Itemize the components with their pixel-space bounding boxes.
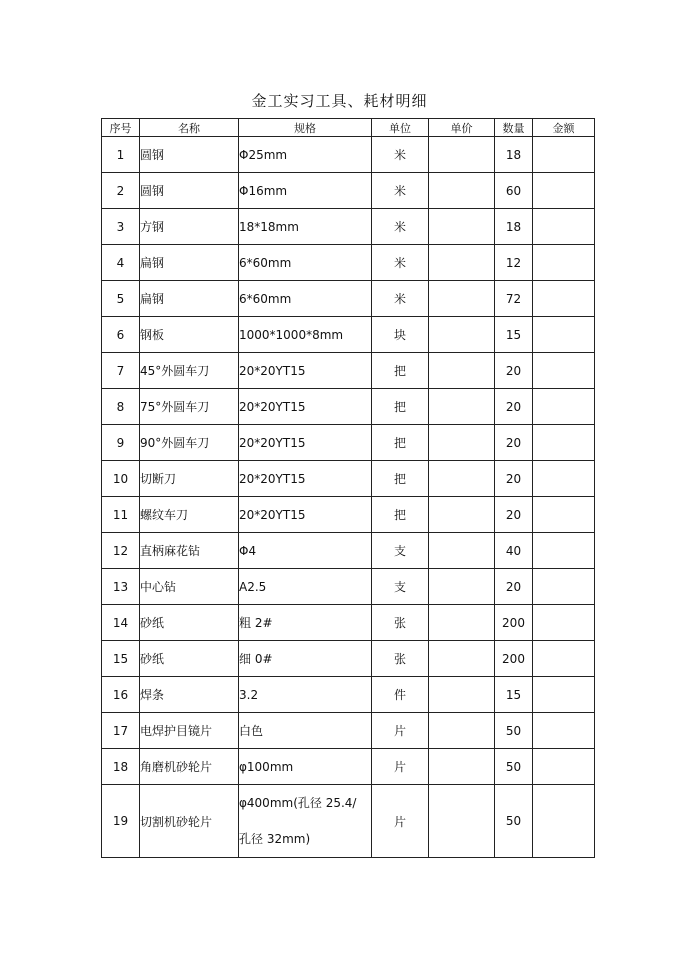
cell-spec: 白色 bbox=[239, 713, 372, 749]
cell-amount bbox=[533, 605, 595, 641]
cell-name: 螺纹车刀 bbox=[140, 497, 239, 533]
cell-index: 1 bbox=[102, 137, 140, 173]
table-row bbox=[102, 569, 595, 605]
cell-quantity: 18 bbox=[495, 209, 533, 245]
cell-quantity: 20 bbox=[495, 569, 533, 605]
table-row bbox=[102, 461, 595, 497]
cell-unit-price bbox=[429, 353, 495, 389]
cell-name: 切断刀 bbox=[140, 461, 239, 497]
cell-name: 砂纸 bbox=[140, 641, 239, 677]
cell-name: 直柄麻花钻 bbox=[140, 533, 239, 569]
cell-name: 砂纸 bbox=[140, 605, 239, 641]
cell-spec: Φ25mm bbox=[239, 137, 372, 173]
cell-quantity: 18 bbox=[495, 137, 533, 173]
cell-quantity: 72 bbox=[495, 281, 533, 317]
table-row bbox=[102, 317, 595, 353]
cell-spec: 20*20YT15 bbox=[239, 461, 372, 497]
cell-quantity: 50 bbox=[495, 713, 533, 749]
cell-spec: 粗 2# bbox=[239, 605, 372, 641]
cell-amount bbox=[533, 641, 595, 677]
cell-name: 75°外圆车刀 bbox=[140, 389, 239, 425]
cell-unit-price bbox=[429, 245, 495, 281]
cell-unit: 米 bbox=[372, 209, 429, 245]
cell-index: 18 bbox=[102, 749, 140, 785]
cell-quantity: 12 bbox=[495, 245, 533, 281]
header-unit: 单位 bbox=[372, 119, 429, 137]
cell-spec: 3.2 bbox=[239, 677, 372, 713]
cell-quantity: 20 bbox=[495, 497, 533, 533]
table-row bbox=[102, 173, 595, 209]
spec-line-2: 孔径 32mm) bbox=[239, 832, 311, 846]
cell-unit-price bbox=[429, 389, 495, 425]
table-row bbox=[102, 425, 595, 461]
cell-amount bbox=[533, 713, 595, 749]
cell-spec: A2.5 bbox=[239, 569, 372, 605]
table-row bbox=[102, 389, 595, 425]
header-index: 序号 bbox=[102, 119, 140, 137]
cell-amount bbox=[533, 209, 595, 245]
cell-spec: 6*60mm bbox=[239, 245, 372, 281]
cell-name: 中心钻 bbox=[140, 569, 239, 605]
cell-amount bbox=[533, 317, 595, 353]
cell-unit: 片 bbox=[372, 785, 429, 858]
cell-index: 6 bbox=[102, 317, 140, 353]
cell-unit: 把 bbox=[372, 389, 429, 425]
materials-table bbox=[101, 118, 595, 858]
cell-name: 扁钢 bbox=[140, 245, 239, 281]
cell-unit: 米 bbox=[372, 245, 429, 281]
table-row bbox=[102, 497, 595, 533]
cell-unit: 片 bbox=[372, 713, 429, 749]
cell-index: 11 bbox=[102, 497, 140, 533]
cell-quantity: 20 bbox=[495, 353, 533, 389]
header-spec: 规格 bbox=[239, 119, 372, 137]
cell-unit-price bbox=[429, 317, 495, 353]
table-row bbox=[102, 713, 595, 749]
cell-amount bbox=[533, 533, 595, 569]
cell-spec: 18*18mm bbox=[239, 209, 372, 245]
cell-index: 13 bbox=[102, 569, 140, 605]
cell-amount bbox=[533, 749, 595, 785]
table-row bbox=[102, 353, 595, 389]
cell-unit-price bbox=[429, 677, 495, 713]
cell-spec: φ100mm bbox=[239, 749, 372, 785]
cell-spec: Φ16mm bbox=[239, 173, 372, 209]
cell-index: 9 bbox=[102, 425, 140, 461]
cell-unit: 件 bbox=[372, 677, 429, 713]
cell-index: 17 bbox=[102, 713, 140, 749]
cell-name: 角磨机砂轮片 bbox=[140, 749, 239, 785]
cell-spec bbox=[239, 785, 372, 858]
table-row bbox=[102, 281, 595, 317]
cell-quantity: 40 bbox=[495, 533, 533, 569]
cell-spec: Φ4 bbox=[239, 533, 372, 569]
cell-unit-price bbox=[429, 641, 495, 677]
cell-quantity: 20 bbox=[495, 389, 533, 425]
cell-spec: 20*20YT15 bbox=[239, 497, 372, 533]
cell-unit: 米 bbox=[372, 173, 429, 209]
cell-name: 45°外圆车刀 bbox=[140, 353, 239, 389]
cell-amount bbox=[533, 173, 595, 209]
cell-amount bbox=[533, 389, 595, 425]
cell-quantity: 60 bbox=[495, 173, 533, 209]
cell-unit: 米 bbox=[372, 281, 429, 317]
cell-quantity: 200 bbox=[495, 605, 533, 641]
page-title: 金工实习工具、耗材明细 bbox=[251, 92, 428, 110]
cell-amount bbox=[533, 425, 595, 461]
cell-name: 扁钢 bbox=[140, 281, 239, 317]
cell-unit-price bbox=[429, 209, 495, 245]
cell-index: 3 bbox=[102, 209, 140, 245]
cell-unit: 米 bbox=[372, 137, 429, 173]
table-row bbox=[102, 245, 595, 281]
cell-spec: 20*20YT15 bbox=[239, 425, 372, 461]
cell-spec: 1000*1000*8mm bbox=[239, 317, 372, 353]
cell-unit-price bbox=[429, 461, 495, 497]
cell-amount bbox=[533, 353, 595, 389]
cell-unit: 把 bbox=[372, 497, 429, 533]
cell-name: 90°外圆车刀 bbox=[140, 425, 239, 461]
cell-unit: 支 bbox=[372, 533, 429, 569]
cell-unit-price bbox=[429, 605, 495, 641]
table-row bbox=[102, 137, 595, 173]
cell-unit-price bbox=[429, 749, 495, 785]
cell-amount bbox=[533, 497, 595, 533]
cell-amount bbox=[533, 569, 595, 605]
header-unit-price: 单价 bbox=[429, 119, 495, 137]
cell-amount bbox=[533, 281, 595, 317]
cell-unit: 把 bbox=[372, 461, 429, 497]
cell-quantity: 50 bbox=[495, 749, 533, 785]
cell-index: 10 bbox=[102, 461, 140, 497]
table-row bbox=[102, 677, 595, 713]
table-row bbox=[102, 533, 595, 569]
cell-quantity: 15 bbox=[495, 677, 533, 713]
cell-unit-price bbox=[429, 569, 495, 605]
cell-spec: 20*20YT15 bbox=[239, 353, 372, 389]
cell-quantity: 50 bbox=[495, 785, 533, 858]
cell-index: 19 bbox=[102, 785, 140, 858]
cell-unit-price bbox=[429, 137, 495, 173]
cell-name: 焊条 bbox=[140, 677, 239, 713]
cell-amount bbox=[533, 677, 595, 713]
cell-name: 电焊护目镜片 bbox=[140, 713, 239, 749]
cell-index: 15 bbox=[102, 641, 140, 677]
cell-index: 16 bbox=[102, 677, 140, 713]
cell-spec: 20*20YT15 bbox=[239, 389, 372, 425]
cell-unit-price bbox=[429, 281, 495, 317]
cell-amount bbox=[533, 461, 595, 497]
cell-unit: 片 bbox=[372, 749, 429, 785]
table-row bbox=[102, 605, 595, 641]
cell-quantity: 15 bbox=[495, 317, 533, 353]
cell-quantity: 200 bbox=[495, 641, 533, 677]
cell-quantity: 20 bbox=[495, 461, 533, 497]
cell-amount bbox=[533, 245, 595, 281]
header-quantity: 数量 bbox=[495, 119, 533, 137]
cell-unit-price bbox=[429, 173, 495, 209]
cell-index: 4 bbox=[102, 245, 140, 281]
spec-line-1: φ400mm(孔径 25.4/ bbox=[239, 796, 357, 810]
cell-unit-price bbox=[429, 713, 495, 749]
cell-index: 14 bbox=[102, 605, 140, 641]
cell-unit: 块 bbox=[372, 317, 429, 353]
cell-unit: 支 bbox=[372, 569, 429, 605]
cell-unit-price bbox=[429, 785, 495, 858]
header-name: 名称 bbox=[140, 119, 239, 137]
cell-unit: 张 bbox=[372, 641, 429, 677]
cell-unit-price bbox=[429, 497, 495, 533]
cell-amount bbox=[533, 137, 595, 173]
table-header-row bbox=[102, 119, 595, 137]
cell-index: 5 bbox=[102, 281, 140, 317]
cell-index: 8 bbox=[102, 389, 140, 425]
cell-index: 7 bbox=[102, 353, 140, 389]
cell-index: 2 bbox=[102, 173, 140, 209]
cell-name: 切割机砂轮片 bbox=[140, 785, 239, 858]
cell-name: 方钢 bbox=[140, 209, 239, 245]
cell-unit-price bbox=[429, 533, 495, 569]
cell-quantity: 20 bbox=[495, 425, 533, 461]
cell-unit: 把 bbox=[372, 353, 429, 389]
cell-unit: 张 bbox=[372, 605, 429, 641]
cell-amount bbox=[533, 785, 595, 858]
cell-index: 12 bbox=[102, 533, 140, 569]
table-row bbox=[102, 785, 595, 858]
header-amount: 金额 bbox=[533, 119, 595, 137]
cell-name: 钢板 bbox=[140, 317, 239, 353]
cell-name: 圆钢 bbox=[140, 173, 239, 209]
table-row bbox=[102, 209, 595, 245]
cell-spec: 6*60mm bbox=[239, 281, 372, 317]
cell-unit-price bbox=[429, 425, 495, 461]
table-row bbox=[102, 641, 595, 677]
cell-unit: 把 bbox=[372, 425, 429, 461]
cell-spec: 细 0# bbox=[239, 641, 372, 677]
cell-name: 圆钢 bbox=[140, 137, 239, 173]
table-row bbox=[102, 749, 595, 785]
